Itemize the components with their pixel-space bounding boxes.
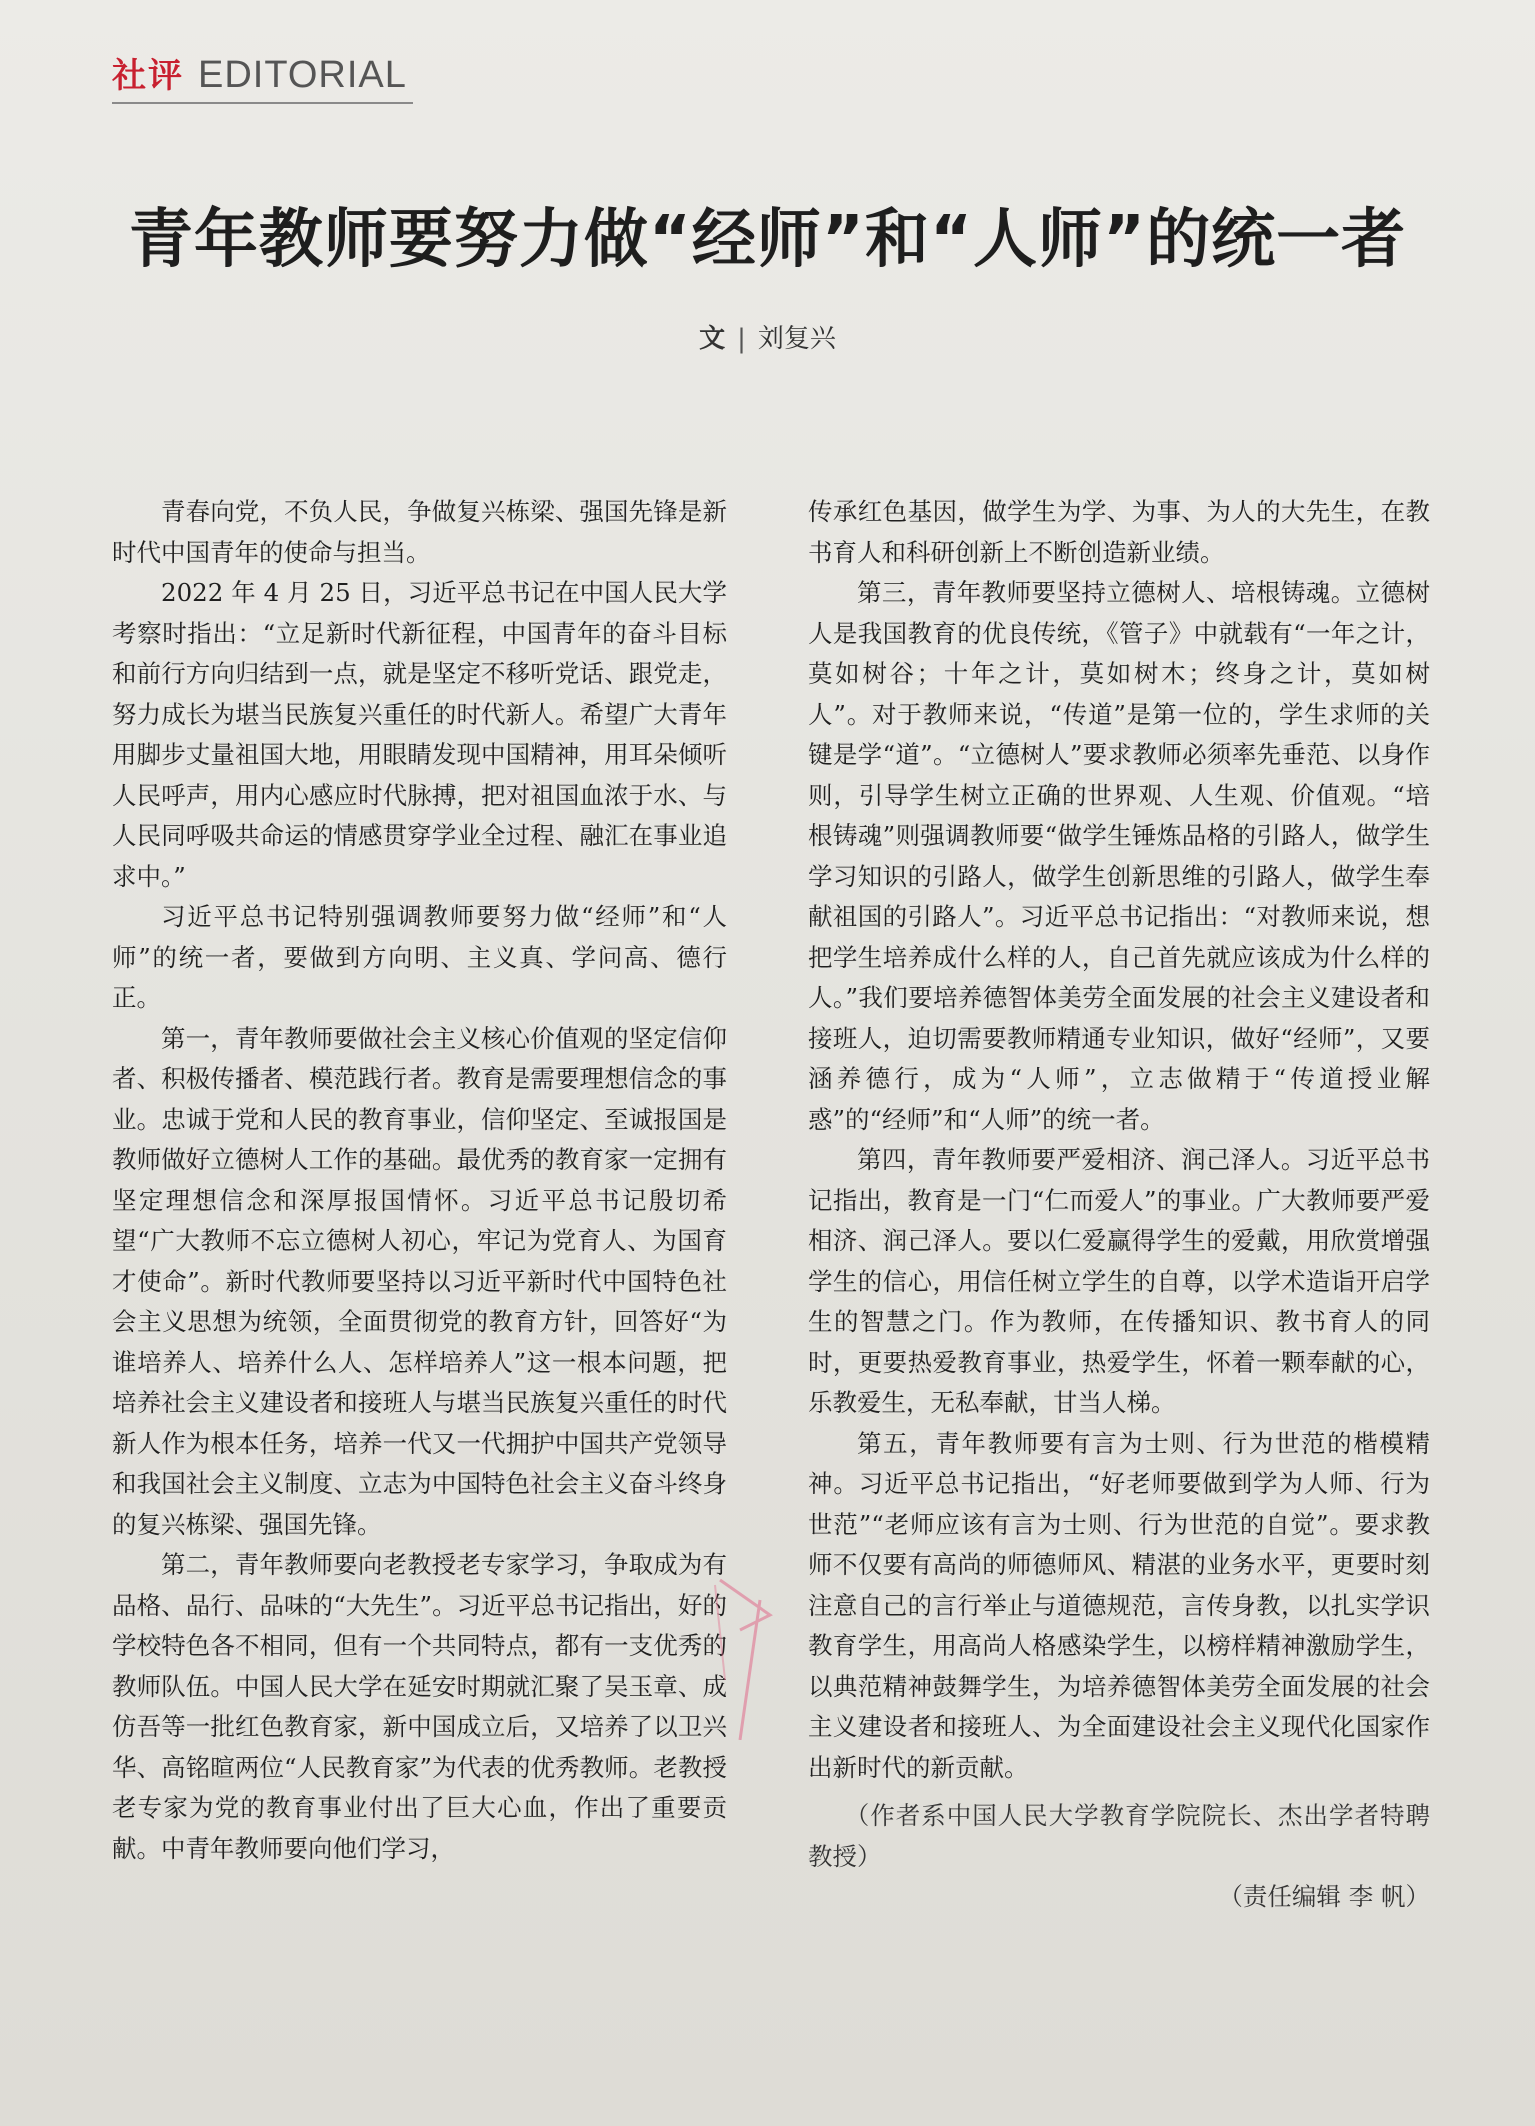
byline bbox=[0, 318, 1535, 355]
paragraph: 青春向党，不负人民，争做复兴栋梁、强国先锋是新时代中国青年的使命与担当。 bbox=[112, 497, 727, 567]
paragraph: 第三，青年教师要坚持立德树人、培根铸魂。立德树人是我国教育的优良传统，《管子》中就载有“一年之计，莫如树谷；十年之计，莫如树木；终身之计，莫如树人”。对于教师来说，“传道”是第一位的，学生求师的关键是学“道”。“立德树人”要求教师必须率先垂范、以身作则，引导学生树立正确的世界观、人生观、价值观。“培根铸魂”则强调教师要“做学生锤炼品格的引路人，做学生学习知识的引路人，做学生创新思维的引路人，做学生奉献祖国的引路人”。习近平总书记指出：“对教师来说，想把学生培养成什么样的人，自己首先就应该成为什么样的人。”我们要培养德智体美劳全面发展的社会主义建设者和接班人，迫切需要教师精通专业知识，做好“经师”，又要涵养德行，成为“人师”，立志做精于“传道授业解惑”的“经师”和“人师”的统一者。 bbox=[808, 578, 1430, 1134]
section-label bbox=[112, 48, 413, 104]
byline-separator: | bbox=[737, 324, 746, 354]
red-stamp-mark bbox=[700, 1560, 820, 1740]
paragraph: 2022 年 4 月 25 日，习近平总书记在中国人民大学考察时指出：“立足新时代新征程，中国青年的奋斗目标和前行方向归结到一点，就是坚定不移听党话、跟党走，努力成长为堪当民族复兴重任的时代新人。希望广大青年用脚步丈量祖国大地，用眼睛发现中国精神，用耳朵倾听人民呼声，用内心感应时代脉搏，把对祖国血浓于水、与人民同呼吸共命运的情感贯穿学业全过程、融汇在事业追求中。” bbox=[112, 578, 727, 891]
paragraph: 第五，青年教师要有言为士则、行为世范的楷模精神。习近平总书记指出，“好老师要做到学为人师、行为世范”“老师应该有言为士则、行为世范的自觉”。要求教师不仅要有高尚的师德师风、精湛的业务水平，更要时刻注意自己的言行举止与道德规范，言传身教，以扎实学识教育学生，用高尚人格感染学生，以榜样精神激励学生，以典范精神鼓舞学生，为培养德智体美劳全面发展的社会主义建设者和接班人、为全面建设社会主义现代化国家作出新时代的新贡献。 bbox=[808, 1428, 1430, 1782]
paragraph: 第四，青年教师要严爱相济、润己泽人。习近平总书记指出，教育是一门“仁而爱人”的事业。广大教师要严爱相济、润己泽人。要以仁爱赢得学生的爱戴，用欣赏增强学生的信心，用信任树立学生的自尊，以学术造诣开启学生的智慧之门。作为教师，在传播知识、教书育人的同时，更要热爱教育事业，热爱学生，怀着一颗奉献的心，乐教爱生，无私奉献，甘当人梯。 bbox=[808, 1145, 1430, 1417]
paragraph-continuation: 传承红色基因，做学生为学、为事、为人的大先生，在教书育人和科研创新上不断创造新业绩。 bbox=[808, 497, 1430, 567]
author-name: 刘复兴 bbox=[757, 324, 836, 354]
author-note: （作者系中国人民大学教育学院院长、杰出学者特聘教授） bbox=[808, 1801, 1430, 1871]
paragraph: 第一，青年教师要做社会主义核心价值观的坚定信仰者、积极传播者、模范践行者。教育是需要理想信念的事业。忠诚于党和人民的教育事业，信仰坚定、至诚报国是教师做好立德树人工作的基础。最优秀的教育家一定拥有坚定理想信念和深厚报国情怀。习近平总书记殷切希望“广大教师不忘立德树人初心，牢记为党育人、为国育才使命”。新时代教师要坚持以习近平新时代中国特色社会主义思想为统领，全面贯彻党的教育方针，回答好“为谁培养人、培养什么人、怎样培养人”这一根本问题，把培养社会主义建设者和接班人与堪当民族复兴重任的时代新人作为根本任务，培养一代又一代拥护中国共产党领导和我国社会主义制度、立志为中国特色社会主义奋斗终身的复兴栋梁、强国先锋。 bbox=[112, 1023, 727, 1539]
byline-prefix: 文 bbox=[699, 324, 726, 354]
paragraph: 第二，青年教师要向老教授老专家学习，争取成为有品格、品行、品味的“大先生”。习近平总书记指出，好的学校特色各不相同，但有一个共同特点，都有一支优秀的教师队伍。中国人民大学在延安时期就汇聚了吴玉章、成仿吾等一批红色教育家，新中国成立后，又培养了以卫兴华、高铭暄两位“人民教育家”为代表的优秀教师。老教授老专家为党的教育事业付出了巨大心血，作出了重要贡献。中青年教师要向他们学习， bbox=[112, 1550, 727, 1863]
article-title: 青年教师要努力做“经师”和“人师”的统一者 bbox=[128, 203, 1407, 277]
section-label-cn: 社评 bbox=[112, 56, 184, 96]
paragraph: 习近平总书记特别强调教师要努力做“经师”和“人师”的统一者，要做到方向明、主义真、学问高、德行正。 bbox=[112, 902, 727, 1012]
section-label-en: EDITORIAL bbox=[198, 54, 407, 96]
editor-credit: （责任编辑 李 帆） bbox=[1218, 1882, 1430, 1911]
right-column bbox=[808, 492, 1430, 1918]
left-column bbox=[112, 492, 727, 1869]
